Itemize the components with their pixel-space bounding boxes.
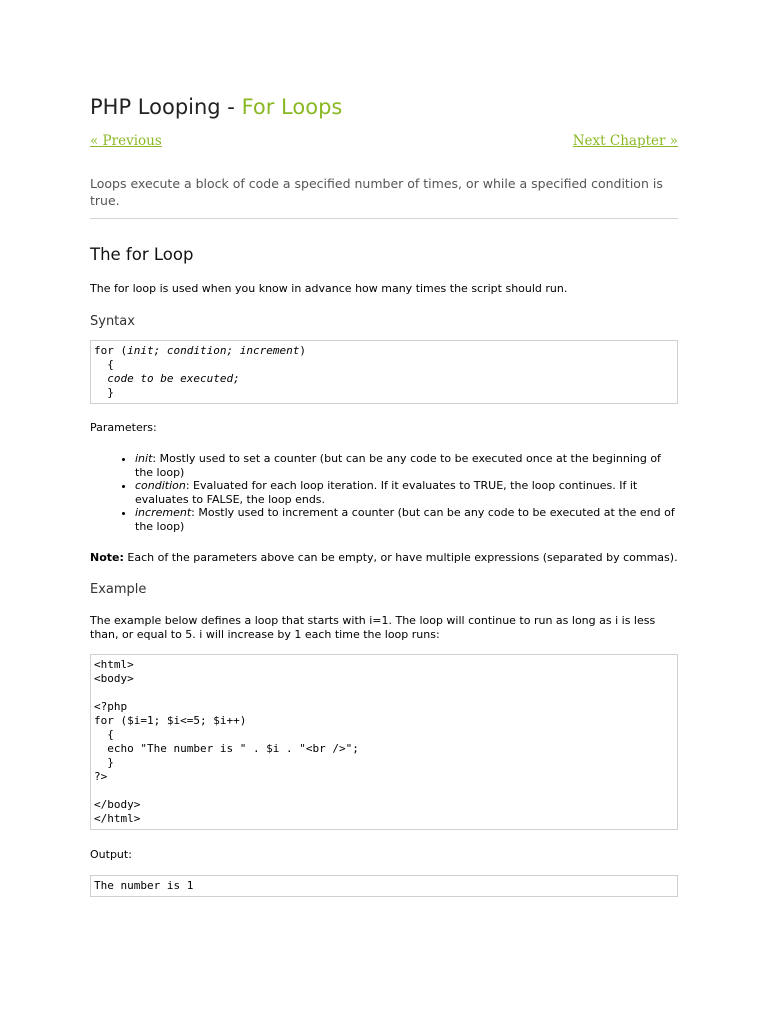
param-text: : Mostly used to increment a counter (but can be any code to be executed at the end of the loop) xyxy=(135,506,675,533)
note-text: Each of the parameters above can be empty, or have multiple expressions (separated by commas). xyxy=(123,551,678,564)
page-title-accent: For Loops xyxy=(241,95,343,119)
output-label: Output: xyxy=(90,848,132,861)
syntax-close-paren: ) xyxy=(299,344,306,357)
syntax-for: for ( xyxy=(94,344,128,357)
section-description: The for loop is used when you know in advance how many times the script should run. xyxy=(90,282,568,295)
previous-link[interactable]: « Previous xyxy=(90,133,162,149)
param-name: init xyxy=(135,452,153,465)
syntax-heading: Syntax xyxy=(90,314,135,329)
page-title-prefix: PHP Looping - xyxy=(90,95,242,119)
parameters-list xyxy=(90,452,678,533)
syntax-sep2: ; xyxy=(226,344,240,357)
next-chapter-link[interactable]: Next Chapter » xyxy=(572,133,678,149)
param-name: condition xyxy=(135,479,186,492)
syntax-body: code to be executed; xyxy=(107,372,240,385)
list-item xyxy=(135,479,678,506)
syntax-sep1: ; xyxy=(153,344,167,357)
example-description: The example below defines a loop that starts with i=1. The loop will continue to run as long as i is less than, or equal to 5. i will increase by 1 each time the loop runs: xyxy=(90,614,656,641)
divider xyxy=(90,218,678,219)
example-code-block: <html> <body> <?php for ($i=1; $i<=5; $i++) { echo "The number is " . $i . "<br />"; } ?> </body> </html> xyxy=(90,654,678,830)
list-item xyxy=(135,506,678,533)
chapter-nav xyxy=(90,133,678,153)
syntax-open-brace: { xyxy=(94,358,114,371)
syntax-condition: condition xyxy=(166,344,227,357)
syntax-code-block xyxy=(90,340,678,404)
example-heading: Example xyxy=(90,582,147,597)
note-label: Note: xyxy=(90,551,124,564)
param-text: : Evaluated for each loop iteration. If it evaluates to TRUE, the loop continues. If it evaluates to FALSE, the loop ends. xyxy=(135,479,638,506)
syntax-close-brace: } xyxy=(94,386,114,399)
intro-text: Loops execute a block of code a specified number of times, or while a specified condition is true. xyxy=(90,176,663,208)
page-title xyxy=(90,0,678,121)
param-name: increment xyxy=(135,506,192,519)
parameters-label: Parameters: xyxy=(90,421,157,434)
param-text: : Mostly used to set a counter (but can be any code to be executed once at the beginning of the loop) xyxy=(135,452,661,479)
note xyxy=(90,551,678,565)
list-item xyxy=(135,452,678,479)
output-code-block: The number is 1 xyxy=(90,875,678,897)
syntax-increment: increment xyxy=(239,344,300,357)
syntax-init: init xyxy=(127,344,154,357)
section-heading: The for Loop xyxy=(90,245,194,264)
